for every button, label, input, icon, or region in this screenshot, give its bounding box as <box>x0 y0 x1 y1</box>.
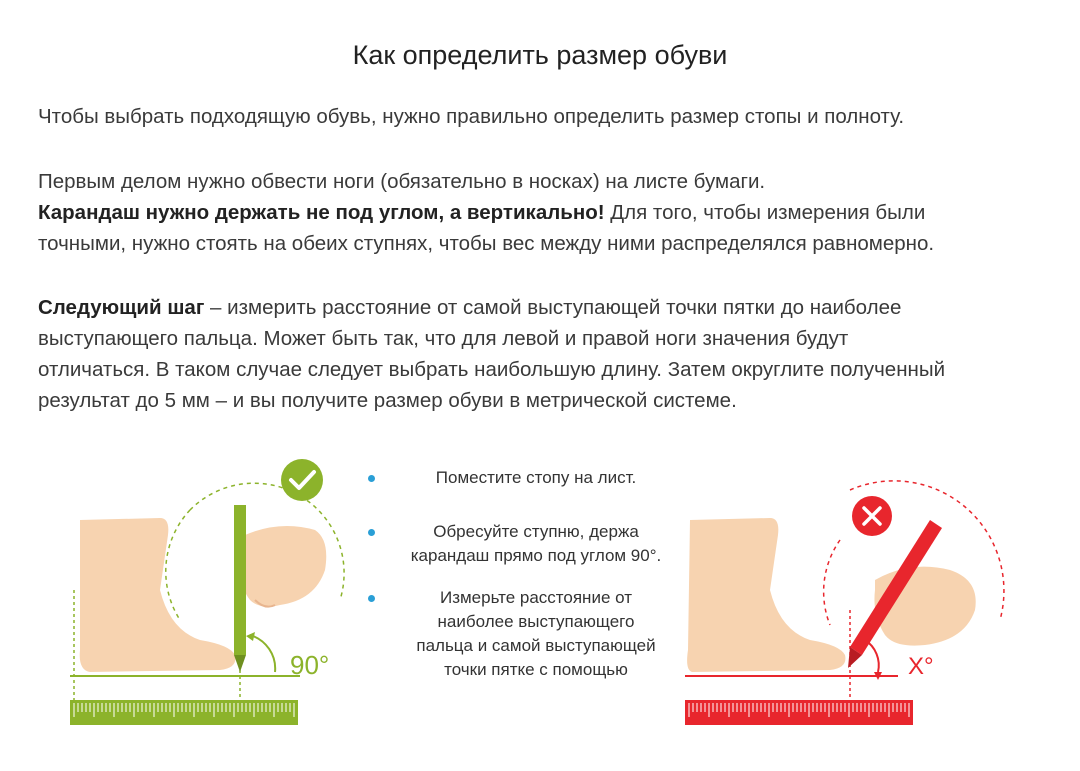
step-line-3: отличаться. В таком случае следует выбрать наибольшую длину. Затем округлите полученный <box>38 358 946 381</box>
pencil-bold-text: Карандаш нужно держать не под углом, а вертикально! <box>38 201 605 224</box>
pencil-line-3: точными, нужно стоять на обеих ступнях, чтобы вес между ними распределялся равномерно. <box>38 232 935 255</box>
angle-arc <box>250 635 275 672</box>
ruler <box>685 700 913 725</box>
instruction-line: точки пятке с помощью <box>444 660 628 679</box>
foot-shape <box>687 518 845 672</box>
instruction-line: Обресуйте ступню, держа <box>433 522 639 541</box>
instruction-item <box>366 520 686 568</box>
instruction-item <box>366 466 686 490</box>
pencil-line-1: Первым делом нужно обвести ноги (обязательно в носках) на листе бумаги. <box>38 170 766 193</box>
ruler <box>70 700 298 725</box>
right-angle-label: X° <box>908 653 934 680</box>
instruction-list <box>366 466 686 696</box>
intro-text: Чтобы выбрать подходящую обувь, нужно правильно определить размер стопы и полноту. <box>38 105 905 128</box>
check-icon <box>281 459 323 501</box>
step-bold-text: Следующий шаг <box>38 296 205 319</box>
step-line-4: результат до 5 мм – и вы получите размер обуви в метрической системе. <box>38 389 737 412</box>
foot-shape <box>80 518 236 672</box>
instruction-item <box>366 586 686 682</box>
pencil-shape <box>234 505 246 655</box>
bullet-dot <box>368 595 375 602</box>
instruction-line: пальца и самой выступающей <box>416 636 656 655</box>
intro-paragraph <box>38 101 1048 132</box>
pencil-line-2 <box>38 197 1048 228</box>
left-angle-label: 90° <box>290 650 330 680</box>
pencil-rest-1: Для того, чтобы измерения были <box>604 201 926 224</box>
step-line-1 <box>38 292 1048 323</box>
correct-method-illustration <box>60 450 360 730</box>
pencil-paragraph <box>38 166 1048 259</box>
step-line-1-text: – измерить расстояние от самой выступающей точки пятки до наиболее <box>204 296 902 319</box>
next-step-paragraph <box>38 292 1048 416</box>
instruction-line: карандаш прямо под углом 90°. <box>410 546 662 565</box>
hand-shape <box>241 526 326 607</box>
instruction-line: Измерьте расстояние от <box>439 588 632 607</box>
bullet-dot <box>368 529 375 536</box>
page-title: Как определить размер обуви <box>352 40 728 70</box>
step-line-2: выступающего пальца. Может быть так, что для левой и правой ноги значения будут <box>38 327 849 350</box>
instruction-line: наиболее выступающего <box>437 612 635 631</box>
wrong-method-illustration <box>680 450 1020 730</box>
instruction-line: Поместите стопу на лист. <box>435 468 637 487</box>
bullet-dot <box>368 475 375 482</box>
